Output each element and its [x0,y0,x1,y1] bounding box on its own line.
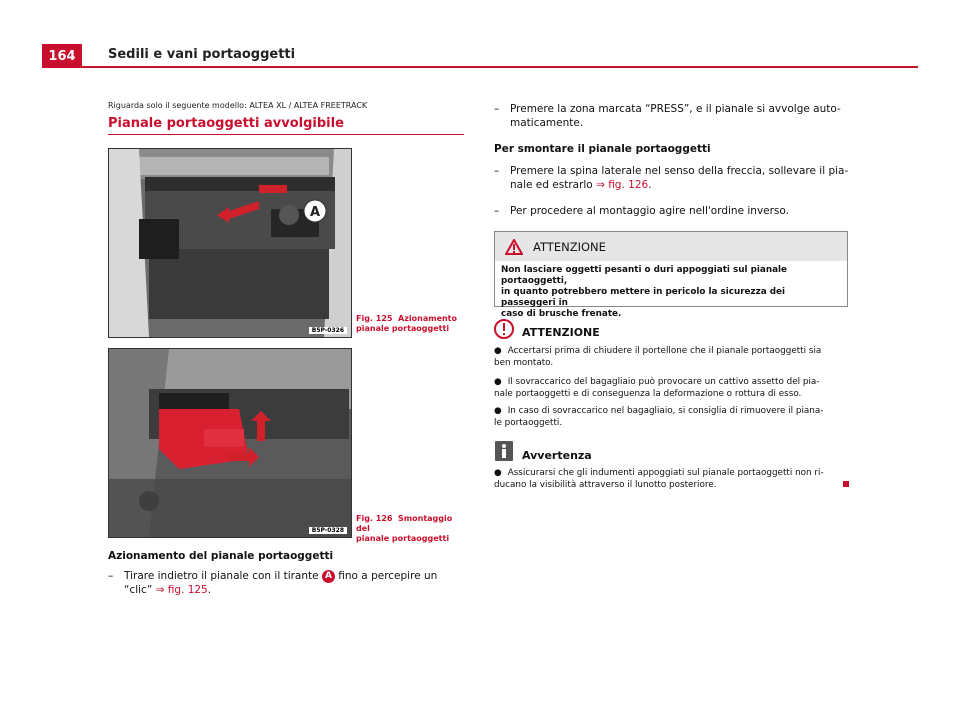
caution-bullet: ● Accertarsi prima di chiudere il portellone che il pianale portaoggetti sia ben montato. [494,346,822,368]
warning-triangle-icon [505,239,523,255]
note-header [494,440,592,462]
figure-reference-link[interactable]: ⇒ fig. 125 [155,584,208,596]
section-title: Pianale portaoggetti avvolgibile [108,116,344,131]
figure-126-image [108,348,352,538]
figure-label-a: A [309,205,321,220]
figure-125-code: B5P-0326 [309,327,347,334]
remove-step: – Premere la spina laterale nel senso della freccia, sollevare il pia- nale ed estrarlo ⇒ fig. 126. [494,165,849,191]
operation-step: – Tirare indietro il pianale con il tirante A fino a percepire un “clic” ⇒ fig. 125. [108,570,438,596]
figure-126-caption [356,514,466,544]
model-note: Riguarda solo il seguente modello: ALTEA XL / ALTEA FREETRACK [108,101,368,110]
caption-text: Azionamento [398,314,458,323]
note-bullet: ● Assicurarsi che gli indumenti appoggiati sul pianale portaoggetti non ri- ducano la visibilità attraverso il lunotto posteriore. [494,468,824,490]
caution-bullet: ● Il sovraccarico del bagagliaio può provocare un cattivo assetto del pia- nale portaoggetti e di conseguenza la deformazione o rottura di esso. [494,377,820,399]
caution-title: ATTENZIONE [522,326,600,339]
remove-heading: Per smontare il pianale portaoggetti [494,143,711,155]
press-step: – Premere la zona marcata “PRESS”, e il pianale si avvolge auto- maticamente. [494,103,841,129]
figure-125-image [108,148,352,338]
figure-126-code: B5P-0328 [309,527,347,534]
note-title: Avvertenza [522,448,592,462]
warning-title: ATTENZIONE [533,239,606,254]
warning-box [494,231,848,319]
chapter-title: Sedili e vani portaoggetti [108,47,296,62]
caption-text: pianale portaoggetti [356,534,450,543]
label-a-badge: A [322,570,335,583]
header-rule [82,66,918,68]
info-note-icon [494,440,514,462]
section-rule [108,134,464,135]
page-number: 164 [42,44,82,68]
figure-reference-link[interactable]: ⇒ fig. 126 [596,179,649,191]
caption-text: pianale portaoggetti [356,324,450,333]
figure-125-caption [356,314,466,334]
warning-text: Non lasciare oggetti pesanti o duri appoggiati sul pianale portaoggetti, in quanto potrebbero mettere in pericolo la sicurezza dei passeggeri in caso di brusche frenate. [501,265,788,319]
end-of-section-marker [843,481,849,487]
caption-number: Fig. 126 [356,514,393,523]
caption-text: Smontaggio del [356,514,453,533]
caution-header [494,318,600,339]
mount-step: – Per procedere al montaggio agire nell'ordine inverso. [494,205,789,217]
caution-exclamation-icon [494,319,514,339]
caption-number: Fig. 125 [356,314,393,323]
caution-bullet: ● In caso di sovraccarico nel bagagliaio, si consiglia di rimuovere il piana- le portaoggetti. [494,406,824,428]
operation-heading: Azionamento del pianale portaoggetti [108,550,334,562]
